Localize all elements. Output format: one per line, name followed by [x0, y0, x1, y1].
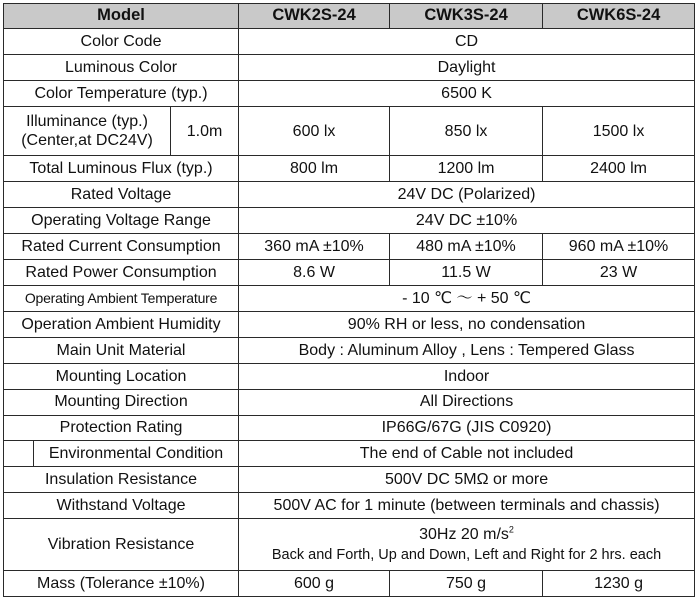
row-value: 500V AC for 1 minute (between terminals and chassis): [239, 493, 695, 519]
table-row: [4, 182, 695, 208]
table-row: [4, 415, 695, 441]
illuminance-label: [4, 106, 171, 156]
row-label: Color Code: [4, 29, 239, 55]
row-value: 1230 g: [543, 570, 695, 596]
row-value: 1200 lm: [390, 156, 543, 182]
table-row: [4, 80, 695, 106]
row-value: CD: [239, 29, 695, 55]
table-row: [4, 467, 695, 493]
row-label: Mounting Direction: [4, 389, 239, 415]
vibration-value: [239, 519, 695, 571]
header-col-cwk2s: CWK2S-24: [239, 4, 390, 29]
row-value: 600 lx: [239, 106, 390, 156]
table-row: [4, 106, 695, 156]
table-row: [4, 337, 695, 363]
row-value: 90% RH or less, no condensation: [239, 311, 695, 337]
illuminance-label-line2: (Center,at DC24V): [21, 132, 153, 150]
row-value: The end of Cable not included: [239, 441, 695, 467]
row-value: Body : Aluminum Alloy , Lens : Tempered Glass: [239, 337, 695, 363]
illuminance-distance: 1.0m: [171, 106, 239, 156]
table-row: [4, 156, 695, 182]
table-row: [4, 570, 695, 596]
table-row: [4, 311, 695, 337]
row-label: Rated Power Consumption: [4, 260, 239, 286]
row-value: 800 lm: [239, 156, 390, 182]
table-row: [4, 208, 695, 234]
vibration-line1: 30Hz 20 $m/s^2$: [419, 525, 514, 544]
header-col-cwk3s: CWK3S-24: [390, 4, 543, 29]
row-value: 360 mA ±10%: [239, 234, 390, 260]
table-row: [4, 29, 695, 55]
row-value: 500V DC 5MΩ or more: [239, 467, 695, 493]
header-col-cwk6s: CWK6S-24: [543, 4, 695, 29]
row-value: 600 g: [239, 570, 390, 596]
row-label: Mass (Tolerance ±10%): [4, 570, 239, 596]
table-row: [4, 260, 695, 286]
table-row: [4, 286, 695, 312]
row-value: 24V DC (Polarized): [239, 182, 695, 208]
header-model: Model: [4, 4, 239, 29]
row-label: Main Unit Material: [4, 337, 239, 363]
vibration-line2: Back and Forth, Up and Down, Left and Right for 2 hrs. each: [271, 546, 662, 563]
row-value: 960 mA ±10%: [543, 234, 695, 260]
table-row: [4, 493, 695, 519]
row-label: Color Temperature (typ.): [4, 80, 239, 106]
row-value: All Directions: [239, 389, 695, 415]
row-label: Environmental Condition: [34, 441, 239, 467]
row-label: Rated Voltage: [4, 182, 239, 208]
row-label: Mounting Location: [4, 363, 239, 389]
row-value: IP66G/67G (JIS C0920): [239, 415, 695, 441]
row-label: Total Luminous Flux (typ.): [4, 156, 239, 182]
row-label: Vibration Resistance: [4, 519, 239, 571]
illuminance-label-line1: Illuminance (typ.): [26, 112, 148, 130]
row-value: 8.6 W: [239, 260, 390, 286]
row-label: Operating Voltage Range: [4, 208, 239, 234]
row-label: Withstand Voltage: [4, 493, 239, 519]
row-label: Rated Current Consumption: [4, 234, 239, 260]
row-label: Luminous Color: [4, 54, 239, 80]
row-value: 480 mA ±10%: [390, 234, 543, 260]
row-value: 1500 lx: [543, 106, 695, 156]
table-row: [4, 389, 695, 415]
row-value: 750 g: [390, 570, 543, 596]
table-row: [4, 234, 695, 260]
table-row: [4, 519, 695, 571]
row-value: 850 lx: [390, 106, 543, 156]
table-row: [4, 441, 695, 467]
row-label: Protection Rating: [4, 415, 239, 441]
row-label: Insulation Resistance: [4, 467, 239, 493]
header-row: [4, 4, 695, 29]
row-value: 2400 lm: [543, 156, 695, 182]
row-value: 23 W: [543, 260, 695, 286]
row-value: 11.5 W: [390, 260, 543, 286]
row-label: Operating Ambient Temperature: [4, 286, 239, 312]
spec-table: [3, 3, 695, 597]
row-value: 24V DC ±10%: [239, 208, 695, 234]
table-row: [4, 363, 695, 389]
row-value: Indoor: [239, 363, 695, 389]
table-row: [4, 54, 695, 80]
row-value: 6500 K: [239, 80, 695, 106]
row-label: Operation Ambient Humidity: [4, 311, 239, 337]
row-value: Daylight: [239, 54, 695, 80]
row-value: - 10 ℃ ～ + 50 ℃: [239, 286, 695, 312]
indent-spacer: [4, 441, 34, 467]
